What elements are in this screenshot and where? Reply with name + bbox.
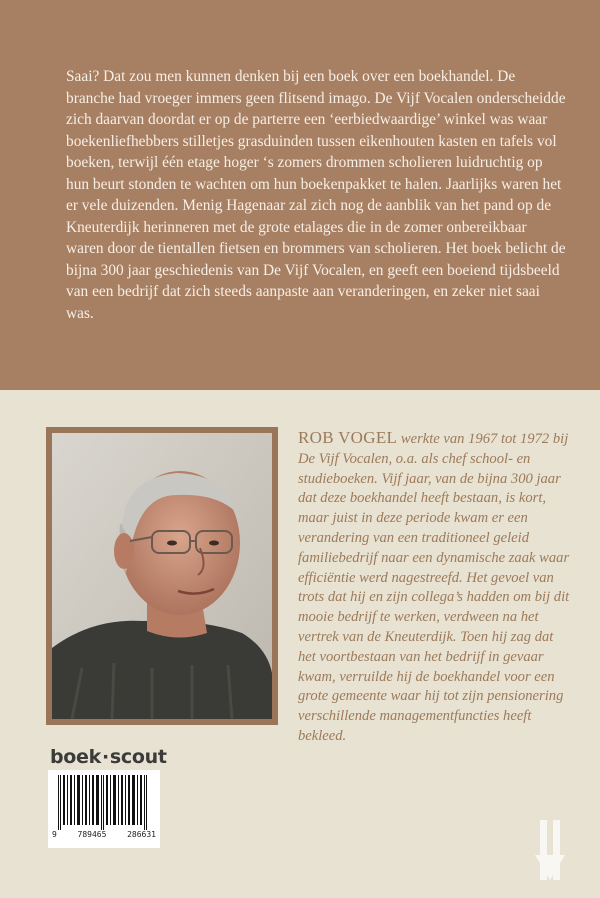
author-bio-text: werkte van 1967 tot 1972 bij De Vijf Vocalen, o.a. als chef school- en studieboeken. Vijf jaar, van de bijna 300 jaar dat deze boekhandel heeft bestaan, is kort, maar juist in deze periode kwam er een verandering van een traditioneel geleid familiebedrijf naar een dynamische zaak waar efficiëntie werd nagestreefd. Het gevoel van trots dat hij en zijn collega’s hadden om bij dit mooie bedrijf te werken, verdween na het vertrek van de Kneuterdijk. Toen hij zag dat het voortbestaan van het bedrijf in gevaar kwam, verruilde hij de boekhandel voor een grote gemeente waar hij tot zijn pensionering verschillende managementfuncties heeft bekleed.: [298, 431, 570, 744]
author-name: ROB VOGEL: [298, 428, 398, 447]
isbn-digit-group: 286631: [127, 830, 156, 839]
author-photo-frame: [46, 427, 278, 725]
barcode-bars: [54, 775, 154, 830]
isbn-barcode: [48, 770, 160, 848]
publisher-logo-part2: scout: [109, 746, 167, 768]
isbn-digit-group: 789465: [77, 830, 107, 839]
author-bio: [298, 428, 573, 747]
isbn-digit-group: 9: [52, 830, 57, 839]
download-watermark-icon: [520, 800, 580, 890]
publisher-logo: [50, 746, 167, 768]
isbn-digits: [52, 830, 156, 839]
publisher-logo-part1: boek: [50, 746, 101, 768]
publisher-logo-dot: ·: [101, 746, 109, 768]
book-blurb: Saai? Dat zou men kunnen denken bij een boek over een boekhandel. De branche had vroeger immers geen flitsend imago. De Vijf Vocalen onderscheidde zich daarvan doordat er op de parterre een ‘eerbiedwaardige’ winkel was waar boekenliefhebbers stilletjes grasduinden tussen eikenhouten kasten en tafels vol boeken, terwijl één etage hoger ‘s zomers drommen scholieren luidruchtig op hun beurt stonden te wachten om hun boekenpakket te halen. Jaarlijks waren het er vele duizenden. Menig Hagenaar zal zich nog de aanblik van het pand op de Kneuterdijk herinneren met de grote etalages die in de zomer onbereikbaar waren door de tientallen fietsen en brommers van scholieren. Het boek belicht de bijna 300 jaar geschiedenis van De Vijf Vocalen, en geeft een boeiend tijdsbeeld van een bedrijf dat zich steeds aanpaste aan veranderingen, en zeker niet saai was.: [66, 68, 566, 322]
author-photo: [52, 433, 272, 719]
